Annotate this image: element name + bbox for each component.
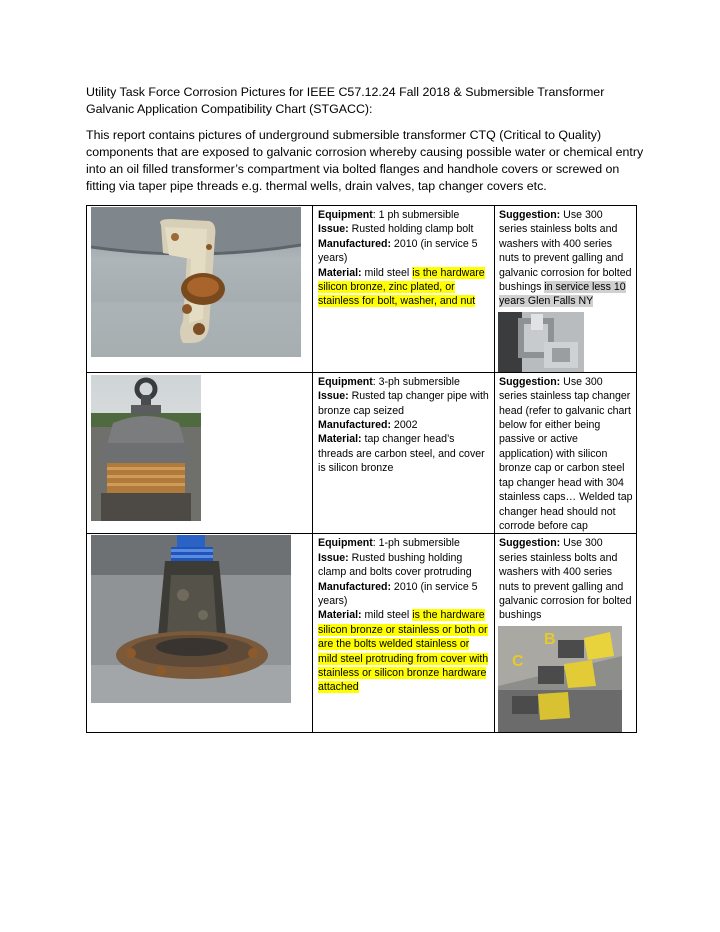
photo-cell (87, 534, 313, 732)
suggestion-cell (495, 534, 637, 732)
suggestion-value: Use 300 series stainless tap changer head (refer to galvanic chart below for either being passive or active application) with silicon bronze cap or carbon steel tap changer head with 304 stainless caps… Welded tap changer head should not corrode before cap (499, 375, 633, 532)
details-cell (313, 372, 495, 533)
suggestion-value: Use 300 series stainless bolts and washers with 400 series nuts to prevent galling and galvanic corrosion for bolted bushings (499, 537, 632, 622)
material-label: Material: (318, 609, 362, 622)
photo-cell (87, 206, 313, 373)
manufactured-value: 2010 (in service 5 years) (318, 580, 478, 607)
manufactured-value: 2010 (in service 5 years) (318, 237, 478, 265)
equipment-label: Equipment (318, 375, 373, 388)
material-label: Material: (318, 266, 362, 279)
photo-bushing-clamp (91, 535, 291, 703)
report-title: Utility Task Force Corrosion Pictures for IEEE C57.12.24 Fall 2018 & Submersible Transformer Galvanic Application Compatibility Chart (STGACC): (86, 85, 605, 116)
suggestion-cell (495, 372, 637, 533)
material-value: mild steel (361, 266, 413, 279)
material-highlight: is the hardware silicon bronze or stainless or both or are the bolts welded stainless or mild steel protruding from cover with stainless or silicon bronze hardware attached (318, 609, 489, 694)
photo-bushing-caps (498, 626, 622, 732)
details-cell (313, 534, 495, 732)
issue-label: Issue: (318, 390, 349, 403)
manufactured-label: Manufactured: (318, 237, 391, 250)
material-value: tap changer head’s threads are carbon steel, and cover is silicon bronze (318, 433, 485, 475)
manufactured-label: Manufactured: (318, 419, 391, 432)
manufactured-label: Manufactured: (318, 580, 391, 593)
material-label: Material: (318, 433, 362, 446)
suggestion-highlight: in service less 10 years Glen Falls NY (499, 281, 626, 308)
equipment-value: : 1-ph submersible (372, 537, 460, 550)
material-value: mild steel (361, 609, 413, 622)
bushing-letter-b: B (544, 630, 556, 648)
report-intro: This report contains pictures of underground submersible transformer CTQ (Critical to Quality) components that are exposed to galvanic corrosion whereby causing possible water or chemical entry into an oil filled transformer’s compartment via bolted flanges and handhole covers or screwed on fitting via taper pipe threads e.g. thermal wells, drain valves, tap changer covers etc. (86, 128, 644, 193)
issue-label: Issue: (318, 551, 349, 564)
photo-cell (87, 372, 313, 533)
photo-holding-clamp (91, 207, 301, 357)
equipment-value: : 1 ph submersible (372, 209, 460, 221)
material-highlight: is the hardware silicon bronze, zinc plated, or stainless for bolt, washer, and nut (318, 266, 485, 308)
suggestion-value: Use 300 series stainless bolts and washers with 400 series nuts to prevent galling and galvanic corrosion for bolted bushings (499, 209, 632, 294)
suggestion-label: Suggestion: (499, 537, 561, 550)
table-row (87, 534, 637, 732)
bushing-letter-c: C (512, 652, 524, 670)
photo-tap-changer (91, 375, 201, 521)
manufactured-value: 2002 (390, 419, 418, 432)
issue-value: Rusted tap changer pipe with bronze cap seized (318, 390, 489, 417)
equipment-value: : 3-ph submersible (372, 375, 460, 388)
issue-label: Issue: (318, 223, 349, 236)
equipment-label: Equipment (318, 209, 373, 221)
issue-value: Rusted bushing holding clamp and bolts cover protruding (318, 551, 472, 579)
equipment-label: Equipment (318, 537, 373, 550)
table-row (87, 206, 637, 373)
suggestion-cell (495, 206, 637, 373)
suggestion-label: Suggestion: (499, 209, 561, 221)
photo-stainless-bolts (498, 312, 584, 372)
issue-value: Rusted holding clamp bolt (348, 223, 474, 236)
corrosion-table (86, 205, 637, 733)
details-cell (313, 206, 495, 373)
suggestion-label: Suggestion: (499, 375, 561, 388)
table-row (87, 372, 637, 533)
